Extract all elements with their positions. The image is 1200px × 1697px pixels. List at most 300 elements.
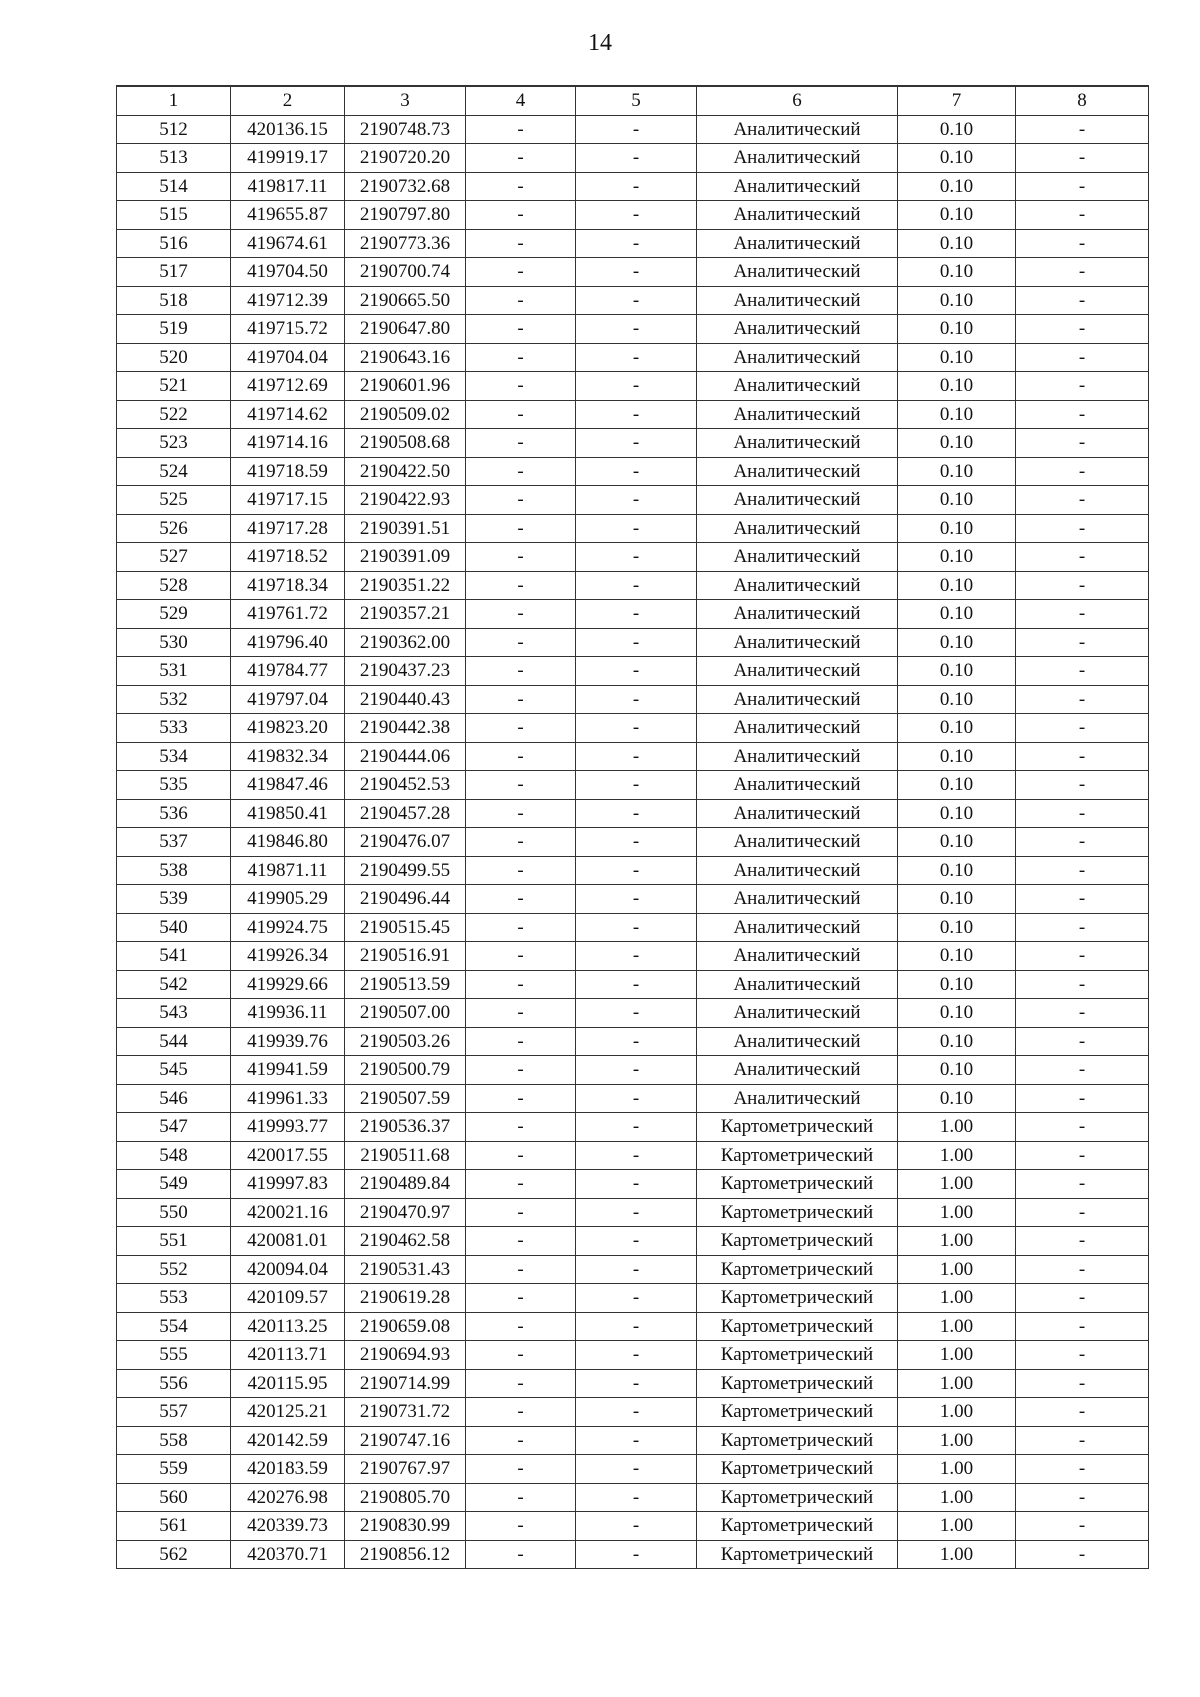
table-cell: 0.10 <box>898 1084 1016 1113</box>
table-row <box>117 1341 1149 1370</box>
table-cell: - <box>466 742 576 771</box>
table-row <box>117 400 1149 429</box>
table-cell: - <box>1016 429 1149 458</box>
table-cell: - <box>466 486 576 515</box>
table-cell: 0.10 <box>898 771 1016 800</box>
table-cell: - <box>466 1455 576 1484</box>
table-cell: 419850.41 <box>231 799 345 828</box>
table-cell: 0.10 <box>898 229 1016 258</box>
table-cell: 419714.16 <box>231 429 345 458</box>
table-cell: 419655.87 <box>231 201 345 230</box>
table-cell: - <box>1016 628 1149 657</box>
table-cell: - <box>466 1027 576 1056</box>
table-cell: - <box>576 1113 697 1142</box>
table-cell: 1.00 <box>898 1483 1016 1512</box>
table-cell: - <box>576 286 697 315</box>
table-cell: - <box>576 1398 697 1427</box>
table-body <box>117 115 1149 1569</box>
table-cell: 419712.69 <box>231 372 345 401</box>
table-cell: 2190731.72 <box>345 1398 466 1427</box>
table-cell: - <box>466 1255 576 1284</box>
table-cell: - <box>466 201 576 230</box>
table-cell: 420021.16 <box>231 1198 345 1227</box>
table-cell: - <box>1016 172 1149 201</box>
table-cell: - <box>576 229 697 258</box>
table-row <box>117 1084 1149 1113</box>
table-cell: 419674.61 <box>231 229 345 258</box>
table-row <box>117 172 1149 201</box>
table-cell: 1.00 <box>898 1284 1016 1313</box>
table-cell: - <box>466 343 576 372</box>
table-cell: 1.00 <box>898 1540 1016 1569</box>
table-cell: Картометрический <box>697 1455 898 1484</box>
table-cell: 2190797.80 <box>345 201 466 230</box>
table-cell: - <box>1016 856 1149 885</box>
table-cell: 552 <box>117 1255 231 1284</box>
table-cell: - <box>576 457 697 486</box>
table-cell: 1.00 <box>898 1113 1016 1142</box>
table-row <box>117 970 1149 999</box>
table-cell: - <box>576 1255 697 1284</box>
table-cell: - <box>1016 258 1149 287</box>
table-cell: 533 <box>117 714 231 743</box>
table-cell: - <box>576 628 697 657</box>
table-cell: Аналитический <box>697 628 898 657</box>
table-cell: - <box>1016 1284 1149 1313</box>
table-cell: - <box>466 1141 576 1170</box>
table-cell: 420136.15 <box>231 115 345 144</box>
table-cell: Аналитический <box>697 970 898 999</box>
table-row <box>117 1455 1149 1484</box>
table-cell: - <box>466 229 576 258</box>
table-cell: - <box>466 543 576 572</box>
table-cell: - <box>1016 1141 1149 1170</box>
table-cell: Аналитический <box>697 457 898 486</box>
table-row <box>117 1512 1149 1541</box>
table-cell: - <box>1016 372 1149 401</box>
table-cell: - <box>1016 1027 1149 1056</box>
table-row <box>117 1141 1149 1170</box>
table-cell: 0.10 <box>898 172 1016 201</box>
table-cell: 2190508.68 <box>345 429 466 458</box>
table-cell: - <box>576 1284 697 1313</box>
table-cell: Картометрический <box>697 1369 898 1398</box>
table-cell: 2190391.09 <box>345 543 466 572</box>
table-cell: 0.10 <box>898 657 1016 686</box>
table-cell: - <box>1016 1398 1149 1427</box>
table-cell: 419939.76 <box>231 1027 345 1056</box>
table-row <box>117 942 1149 971</box>
table-cell: 522 <box>117 400 231 429</box>
table-cell: - <box>1016 1198 1149 1227</box>
table-cell: Картометрический <box>697 1198 898 1227</box>
table-row <box>117 657 1149 686</box>
table-cell: 1.00 <box>898 1312 1016 1341</box>
table-cell: 419905.29 <box>231 885 345 914</box>
table-cell: Аналитический <box>697 742 898 771</box>
table-cell: 514 <box>117 172 231 201</box>
table-cell: - <box>1016 685 1149 714</box>
table-cell: Аналитический <box>697 714 898 743</box>
table-cell: 561 <box>117 1512 231 1541</box>
table-cell: - <box>466 315 576 344</box>
table-cell: - <box>1016 286 1149 315</box>
table-cell: 2190773.36 <box>345 229 466 258</box>
table-cell: - <box>466 771 576 800</box>
table-row <box>117 1426 1149 1455</box>
table-row <box>117 514 1149 543</box>
table-cell: - <box>576 714 697 743</box>
table-cell: - <box>466 685 576 714</box>
table-cell: 2190489.84 <box>345 1170 466 1199</box>
table-cell: Картометрический <box>697 1170 898 1199</box>
table-cell: 2190362.00 <box>345 628 466 657</box>
table-cell: 420113.25 <box>231 1312 345 1341</box>
table-cell: 1.00 <box>898 1455 1016 1484</box>
table-cell: 0.10 <box>898 429 1016 458</box>
column-header: 6 <box>697 86 898 115</box>
table-row <box>117 1284 1149 1313</box>
table-cell: - <box>1016 343 1149 372</box>
table-cell: 0.10 <box>898 685 1016 714</box>
table-cell: Аналитический <box>697 201 898 230</box>
table-cell: 419997.83 <box>231 1170 345 1199</box>
table-cell: Аналитический <box>697 657 898 686</box>
table-cell: Аналитический <box>697 1027 898 1056</box>
table-cell: - <box>466 828 576 857</box>
table-cell: Картометрический <box>697 1141 898 1170</box>
table-cell: Аналитический <box>697 828 898 857</box>
table-cell: 419936.11 <box>231 999 345 1028</box>
table-cell: Аналитический <box>697 486 898 515</box>
table-cell: 419846.80 <box>231 828 345 857</box>
table-cell: - <box>466 799 576 828</box>
table-cell: 2190643.16 <box>345 343 466 372</box>
table-cell: - <box>466 942 576 971</box>
table-cell: - <box>1016 1341 1149 1370</box>
table-cell: - <box>576 486 697 515</box>
table-cell: Аналитический <box>697 514 898 543</box>
column-header: 4 <box>466 86 576 115</box>
table-cell: Аналитический <box>697 999 898 1028</box>
table-cell: - <box>466 970 576 999</box>
table-cell: 2190499.55 <box>345 856 466 885</box>
table-cell: 549 <box>117 1170 231 1199</box>
table-cell: - <box>466 514 576 543</box>
table-cell: Картометрический <box>697 1312 898 1341</box>
table-cell: 0.10 <box>898 144 1016 173</box>
table-cell: 419796.40 <box>231 628 345 657</box>
table-cell: - <box>466 1284 576 1313</box>
table-row <box>117 913 1149 942</box>
table-cell: 541 <box>117 942 231 971</box>
table-row <box>117 1227 1149 1256</box>
table-row <box>117 1113 1149 1142</box>
table-cell: - <box>466 571 576 600</box>
table-cell: - <box>1016 1255 1149 1284</box>
table-row <box>117 799 1149 828</box>
table-row <box>117 229 1149 258</box>
table-cell: - <box>1016 771 1149 800</box>
table-cell: 419924.75 <box>231 913 345 942</box>
table-cell: 540 <box>117 913 231 942</box>
table-row <box>117 343 1149 372</box>
table-row <box>117 429 1149 458</box>
table-cell: 2190830.99 <box>345 1512 466 1541</box>
table-cell: 2190452.53 <box>345 771 466 800</box>
table-cell: 1.00 <box>898 1512 1016 1541</box>
table-cell: - <box>576 913 697 942</box>
table-cell: 545 <box>117 1056 231 1085</box>
table-cell: 420081.01 <box>231 1227 345 1256</box>
table-cell: Аналитический <box>697 771 898 800</box>
table-header <box>117 86 1149 115</box>
table-cell: 518 <box>117 286 231 315</box>
table-cell: 419718.52 <box>231 543 345 572</box>
table-cell: 547 <box>117 1113 231 1142</box>
table-cell: 419961.33 <box>231 1084 345 1113</box>
table-cell: - <box>466 115 576 144</box>
table-cell: Картометрический <box>697 1341 898 1370</box>
table-cell: 546 <box>117 1084 231 1113</box>
table-cell: 542 <box>117 970 231 999</box>
table-cell: 0.10 <box>898 400 1016 429</box>
table-cell: Аналитический <box>697 372 898 401</box>
table-cell: - <box>466 1512 576 1541</box>
table-cell: - <box>466 1483 576 1512</box>
table-cell: - <box>466 999 576 1028</box>
table-row <box>117 1027 1149 1056</box>
table-cell: - <box>466 400 576 429</box>
table-cell: Аналитический <box>697 1056 898 1085</box>
table-cell: - <box>1016 1455 1149 1484</box>
table-cell: 1.00 <box>898 1198 1016 1227</box>
table-cell: 2190647.80 <box>345 315 466 344</box>
table-cell: 1.00 <box>898 1255 1016 1284</box>
table-cell: 2190516.91 <box>345 942 466 971</box>
table-cell: 0.10 <box>898 258 1016 287</box>
table-cell: 2190507.59 <box>345 1084 466 1113</box>
table-cell: 0.10 <box>898 457 1016 486</box>
table-cell: - <box>466 657 576 686</box>
table-row <box>117 628 1149 657</box>
table-cell: 521 <box>117 372 231 401</box>
page-number: 14 <box>588 30 612 56</box>
table-cell: 529 <box>117 600 231 629</box>
table-row <box>117 828 1149 857</box>
table-row <box>117 1483 1149 1512</box>
table-cell: - <box>576 543 697 572</box>
table-cell: 544 <box>117 1027 231 1056</box>
column-header: 3 <box>345 86 466 115</box>
table-cell: 562 <box>117 1540 231 1569</box>
table-cell: 419847.46 <box>231 771 345 800</box>
table-cell: 0.10 <box>898 913 1016 942</box>
table-cell: 2190531.43 <box>345 1255 466 1284</box>
table-row <box>117 685 1149 714</box>
table-cell: Аналитический <box>697 685 898 714</box>
table-cell: - <box>466 1398 576 1427</box>
table-cell: 523 <box>117 429 231 458</box>
table-cell: - <box>576 742 697 771</box>
table-cell: Аналитический <box>697 144 898 173</box>
table-row <box>117 600 1149 629</box>
table-cell: 419871.11 <box>231 856 345 885</box>
table-cell: 555 <box>117 1341 231 1370</box>
table-row <box>117 372 1149 401</box>
table-cell: - <box>576 1455 697 1484</box>
table-row <box>117 1398 1149 1427</box>
table-cell: - <box>1016 1084 1149 1113</box>
table-cell: 2190536.37 <box>345 1113 466 1142</box>
table-cell: 1.00 <box>898 1341 1016 1370</box>
table-cell: 0.10 <box>898 1056 1016 1085</box>
table-cell: - <box>576 429 697 458</box>
table-cell: - <box>576 999 697 1028</box>
table-cell: - <box>576 1056 697 1085</box>
table-cell: - <box>576 514 697 543</box>
table-cell: 0.10 <box>898 286 1016 315</box>
table-cell: - <box>466 172 576 201</box>
table-row <box>117 1540 1149 1569</box>
table-row <box>117 115 1149 144</box>
table-cell: 0.10 <box>898 742 1016 771</box>
table-cell: - <box>466 144 576 173</box>
table-row <box>117 315 1149 344</box>
table-cell: 2190391.51 <box>345 514 466 543</box>
table-cell: 516 <box>117 229 231 258</box>
table-cell: 524 <box>117 457 231 486</box>
table-cell: 551 <box>117 1227 231 1256</box>
table-cell: 1.00 <box>898 1141 1016 1170</box>
table-cell: Аналитический <box>697 429 898 458</box>
table-cell: - <box>576 1341 697 1370</box>
table-cell: - <box>1016 1540 1149 1569</box>
table-cell: 1.00 <box>898 1170 1016 1199</box>
table-cell: - <box>576 942 697 971</box>
table-cell: 2190513.59 <box>345 970 466 999</box>
table-cell: - <box>576 1426 697 1455</box>
table-cell: 1.00 <box>898 1398 1016 1427</box>
table-cell: 2190357.21 <box>345 600 466 629</box>
table-cell: - <box>1016 201 1149 230</box>
table-cell: 515 <box>117 201 231 230</box>
table-cell: - <box>1016 799 1149 828</box>
table-cell: 2190515.45 <box>345 913 466 942</box>
table-row <box>117 999 1149 1028</box>
table-cell: Картометрический <box>697 1113 898 1142</box>
table-cell: - <box>466 1170 576 1199</box>
table-cell: 0.10 <box>898 600 1016 629</box>
table-cell: - <box>576 144 697 173</box>
table-cell: 419919.17 <box>231 144 345 173</box>
table-cell: Аналитический <box>697 1084 898 1113</box>
table-cell: 420370.71 <box>231 1540 345 1569</box>
table-cell: 537 <box>117 828 231 857</box>
table-row <box>117 1255 1149 1284</box>
table-cell: 419715.72 <box>231 315 345 344</box>
table-cell: 553 <box>117 1284 231 1313</box>
table-cell: 2190500.79 <box>345 1056 466 1085</box>
table-cell: - <box>466 856 576 885</box>
table-cell: 419832.34 <box>231 742 345 771</box>
table-cell: Аналитический <box>697 115 898 144</box>
table-cell: - <box>1016 1369 1149 1398</box>
table-cell: - <box>1016 714 1149 743</box>
table-cell: 419929.66 <box>231 970 345 999</box>
table-cell: Аналитический <box>697 913 898 942</box>
table-cell: 1.00 <box>898 1369 1016 1398</box>
table-row <box>117 1369 1149 1398</box>
column-header: 5 <box>576 86 697 115</box>
table-cell: 535 <box>117 771 231 800</box>
table-cell: 550 <box>117 1198 231 1227</box>
table-cell: 420276.98 <box>231 1483 345 1512</box>
table-row <box>117 1170 1149 1199</box>
table-cell: - <box>576 1141 697 1170</box>
table-cell: - <box>576 1369 697 1398</box>
table-row <box>117 543 1149 572</box>
table-cell: 536 <box>117 799 231 828</box>
table-cell: 2190732.68 <box>345 172 466 201</box>
table-cell: Аналитический <box>697 286 898 315</box>
table-row <box>117 286 1149 315</box>
table-cell: - <box>1016 315 1149 344</box>
table-cell: - <box>1016 1113 1149 1142</box>
table-cell: - <box>1016 600 1149 629</box>
table-cell: Картометрический <box>697 1540 898 1569</box>
table-cell: 2190440.43 <box>345 685 466 714</box>
table-row <box>117 856 1149 885</box>
table-cell: - <box>576 1027 697 1056</box>
table-cell: - <box>576 856 697 885</box>
table-cell: 419717.15 <box>231 486 345 515</box>
table-cell: 420094.04 <box>231 1255 345 1284</box>
table-cell: - <box>466 1113 576 1142</box>
table-cell: 556 <box>117 1369 231 1398</box>
table-cell: - <box>1016 514 1149 543</box>
table-cell: - <box>576 1084 697 1113</box>
table-cell: 419718.34 <box>231 571 345 600</box>
table-cell: - <box>1016 970 1149 999</box>
table-cell: - <box>1016 543 1149 572</box>
table-cell: - <box>466 457 576 486</box>
table-cell: 1.00 <box>898 1227 1016 1256</box>
table-cell: - <box>576 1198 697 1227</box>
table-cell: Картометрический <box>697 1227 898 1256</box>
table-cell: 543 <box>117 999 231 1028</box>
table-row <box>117 1198 1149 1227</box>
table-cell: - <box>1016 942 1149 971</box>
table-cell: 531 <box>117 657 231 686</box>
table-cell: - <box>576 685 697 714</box>
table-cell: - <box>1016 657 1149 686</box>
table-cell: 0.10 <box>898 315 1016 344</box>
table-cell: - <box>576 970 697 999</box>
table-cell: 419941.59 <box>231 1056 345 1085</box>
table-cell: 0.10 <box>898 942 1016 971</box>
table-cell: Аналитический <box>697 799 898 828</box>
table-cell: - <box>576 657 697 686</box>
table-cell: Аналитический <box>697 856 898 885</box>
table-cell: - <box>466 885 576 914</box>
table-cell: 2190444.06 <box>345 742 466 771</box>
table-cell: - <box>576 885 697 914</box>
table-cell: - <box>466 429 576 458</box>
column-header: 8 <box>1016 86 1149 115</box>
table-cell: 0.10 <box>898 714 1016 743</box>
table-cell: - <box>466 1056 576 1085</box>
